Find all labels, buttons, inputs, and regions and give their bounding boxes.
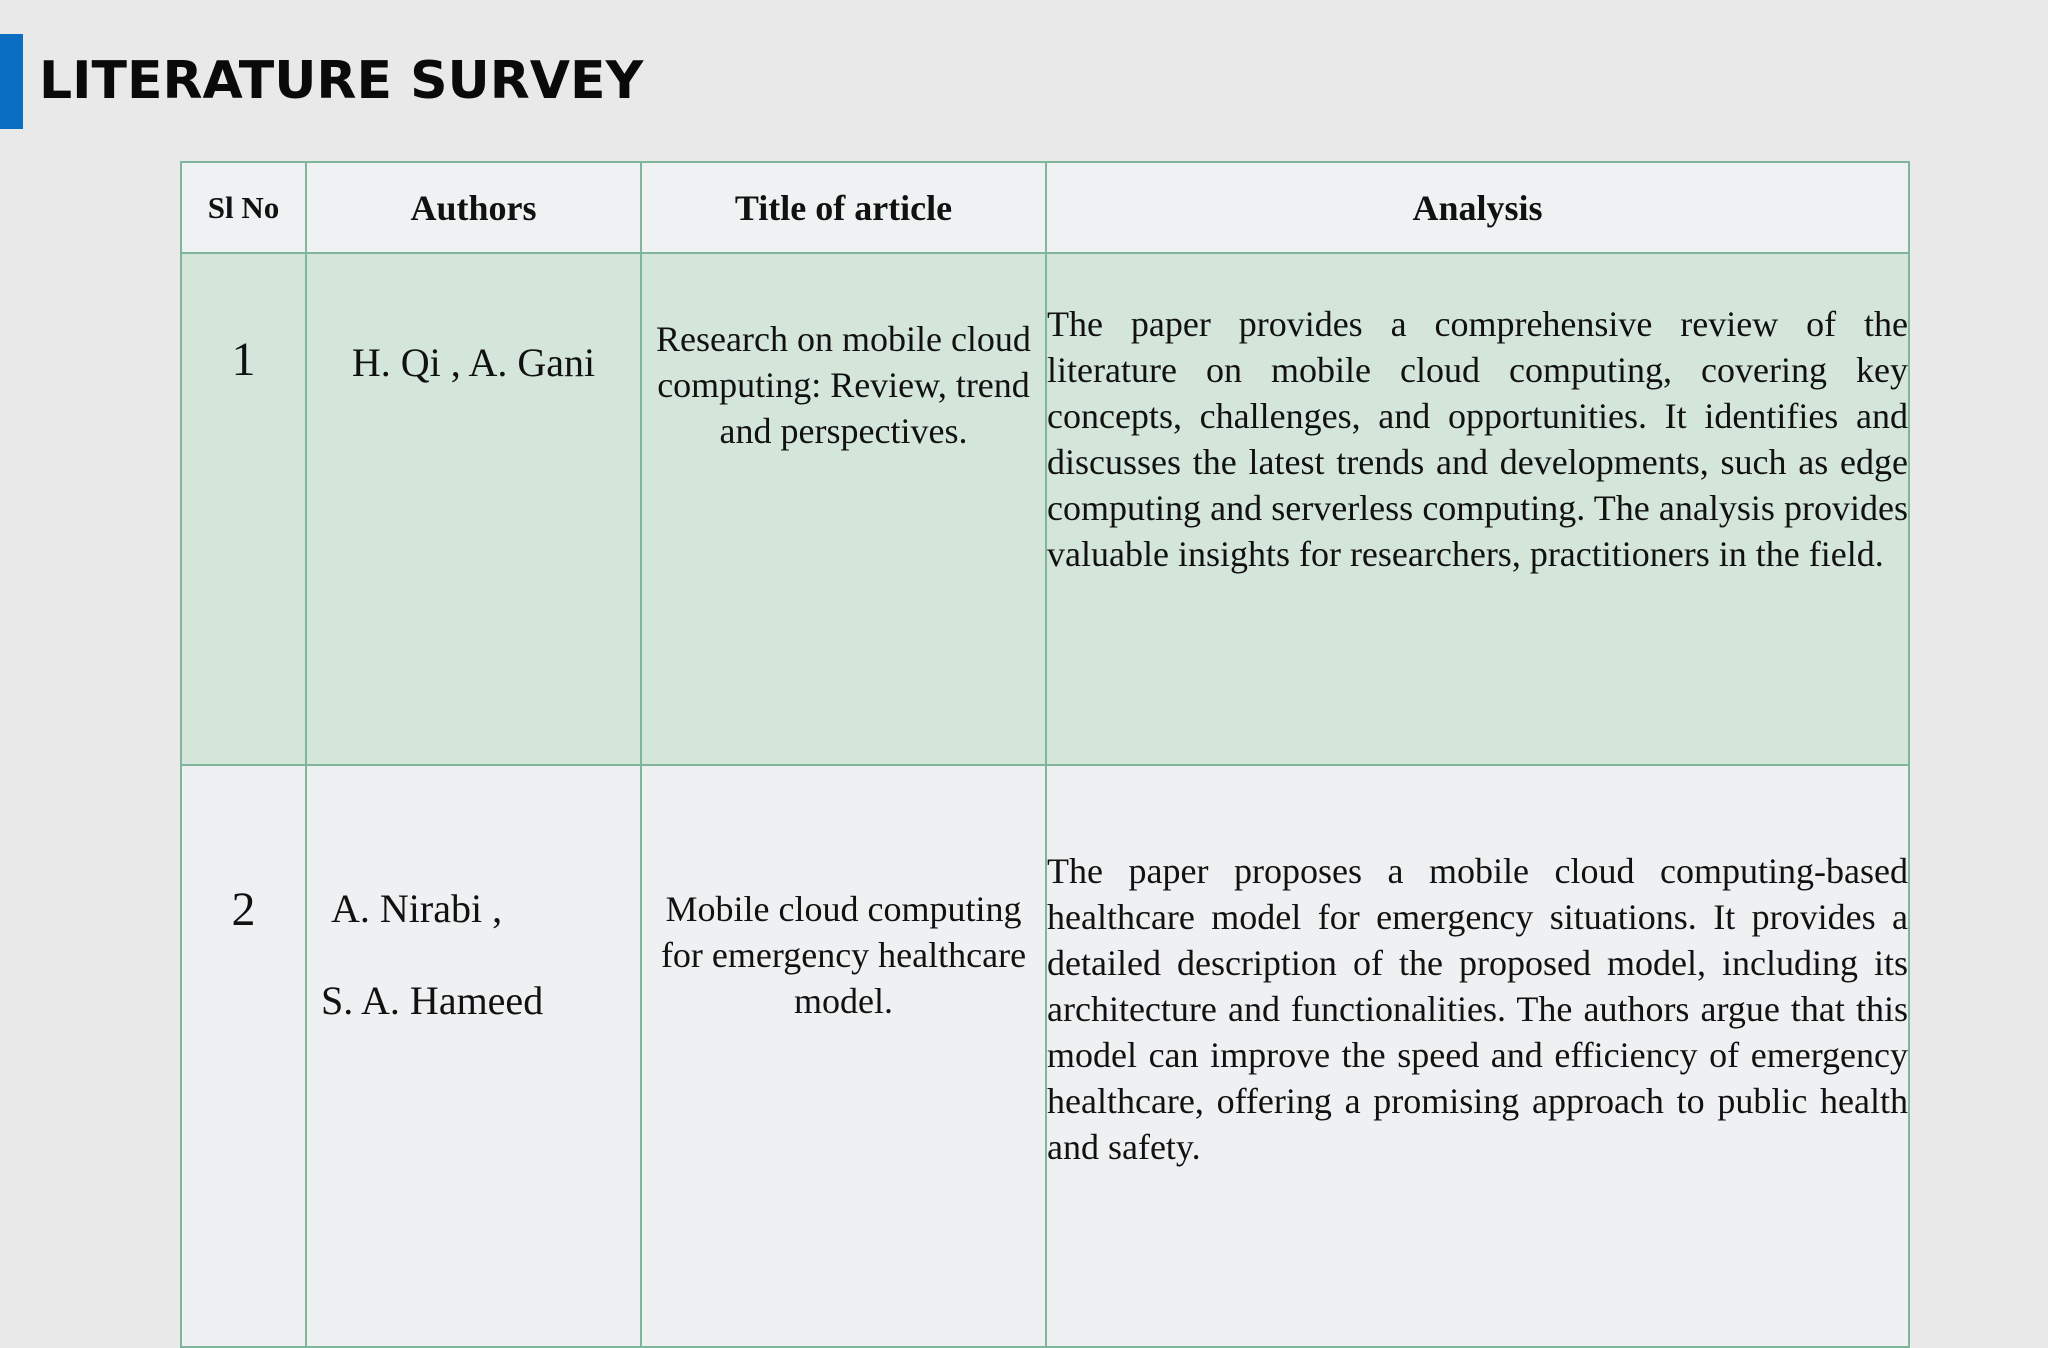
title-accent-bar [0, 34, 23, 129]
table-header-row [181, 162, 1909, 253]
slide-title: LITERATURE SURVEY [39, 51, 644, 111]
author-name: A. Nirabi , [331, 886, 503, 931]
row-sl-no: 1 [181, 253, 306, 765]
row-article-title: Mobile cloud computing for emergency healthcare model. [641, 765, 1046, 1347]
author-name: S. A. Hameed [321, 978, 544, 1023]
row-sl-no: 2 [181, 765, 306, 1347]
table-row [181, 253, 1909, 765]
table-row [181, 765, 1909, 1347]
literature-survey-table [180, 161, 1910, 1348]
author-name: H. Qi , A. Gani [351, 340, 596, 385]
row-analysis: The paper provides a comprehensive review of the literature on mobile cloud computing, covering key concepts, challenges, and opportunities. It identifies and discusses the latest trends and developments, such as edge computing and serverless computing. The analysis provides valuable insights for researchers, practitioners in the field. [1046, 253, 1909, 765]
row-article-title: Research on mobile cloud computing: Review, trend and perspectives. [641, 253, 1046, 765]
row-authors [306, 765, 641, 1347]
header-sl-no: Sl No [181, 162, 306, 253]
header-authors: Authors [306, 162, 641, 253]
row-authors [306, 253, 641, 765]
header-title: Title of article [641, 162, 1046, 253]
header-analysis: Analysis [1046, 162, 1909, 253]
row-analysis: The paper proposes a mobile cloud computing-based healthcare model for emergency situations. It provides a detailed description of the proposed model, including its architecture and functionalities. The authors argue that this model can improve the speed and efficiency of emergency healthcare, offering a promising approach to public health and safety. [1046, 765, 1909, 1347]
